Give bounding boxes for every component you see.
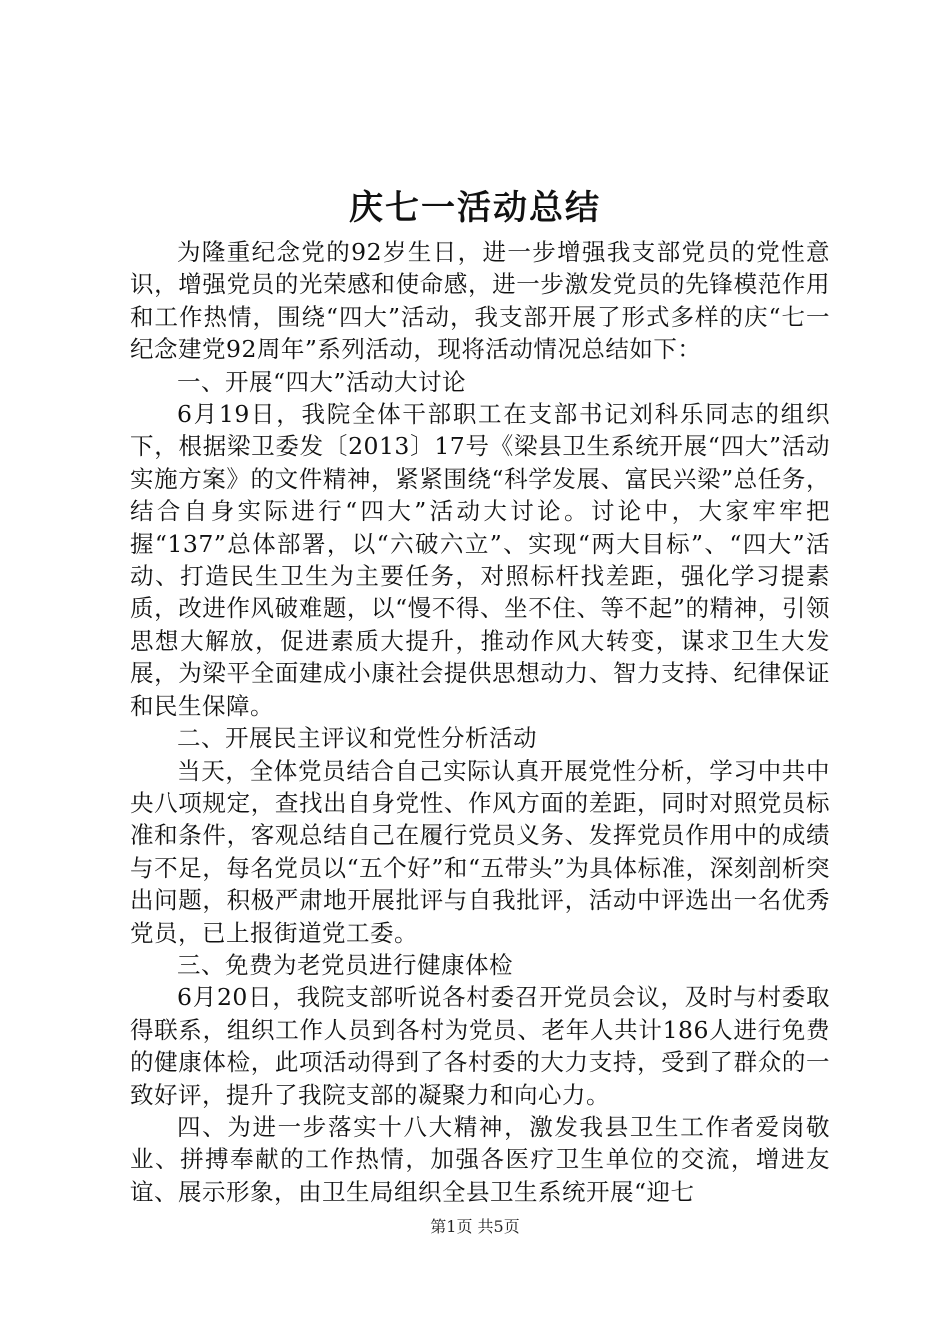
section-heading-3: 三、免费为老党员进行健康体检 <box>177 950 513 979</box>
document-title: 庆七一活动总结 <box>349 188 601 228</box>
document-body <box>130 236 830 1208</box>
paragraph-section-2: 当天，全体党员结合自己实际认真开展党性分析，学习中共中央八项规定，查找出自身党性、作风方面的差距，同时对照党员标准和条件，客观总结自己在履行党员义务、发挥党员作用中的成绩与不足，每名党员以“五个好”和“五带头”为具体标准，深刻剖析突出问题，积极严肃地开展批评与自我批评，活动中评选出一名优秀党员，已上报街道党工委。 <box>130 756 830 947</box>
paragraph-intro: 为隆重纪念党的92岁生日，进一步增强我支部党员的党性意识，增强党员的光荣感和使命感，进一步激发党员的先锋模范作用和工作热情，围绕“四大”活动，我支部开展了形式多样的庆“七一纪念建党92周年”系列活动，现将活动情况总结如下： <box>130 238 830 364</box>
page-footer: 第1页 共5页 <box>430 1217 520 1236</box>
section-heading-1: 一、开展“四大”活动大讨论 <box>177 367 467 396</box>
section-heading-2: 二、开展民主评议和党性分析活动 <box>177 724 537 753</box>
paragraph-section-4: 四、为进一步落实十八大精神，激发我县卫生工作者爱岗敬业、拼搏奉献的工作热情，加强各医疗卫生单位的交流，增进友谊、展示形象，由卫生局组织全县卫生系统开展“迎七 <box>130 1112 830 1206</box>
paragraph-section-1: 6月19日，我院全体干部职工在支部书记刘科乐同志的组织下，根据梁卫委发〔2013〕17号《梁县卫生系统开展“四大”活动实施方案》的文件精神，紧紧围绕“科学发展、富民兴梁”总任务，结合自身实际进行“四大”活动大讨论。讨论中，大家牢牢把握“137”总体部署，以“六破六立”、实现“两大目标”、“四大”活动、打造民生卫生为主要任务，对照标杆找差距，强化学习提素质，改进作风破难题，以“慢不得、坐不住、等不起”的精神，引领思想大解放，促进素质大提升，推动作风大转变，谋求卫生大发展，为梁平全面建成小康社会提供思想动力、智力支持、纪律保证和民生保障。 <box>130 400 830 720</box>
paragraph-section-3: 6月20日，我院支部听说各村委召开党员会议，及时与村委取得联系，组织工作人员到各村为党员、老年人共计186人进行免费的健康体检，此项活动得到了各村委的大力支持，受到了群众的一致好评，提升了我院支部的凝聚力和向心力。 <box>130 983 830 1109</box>
